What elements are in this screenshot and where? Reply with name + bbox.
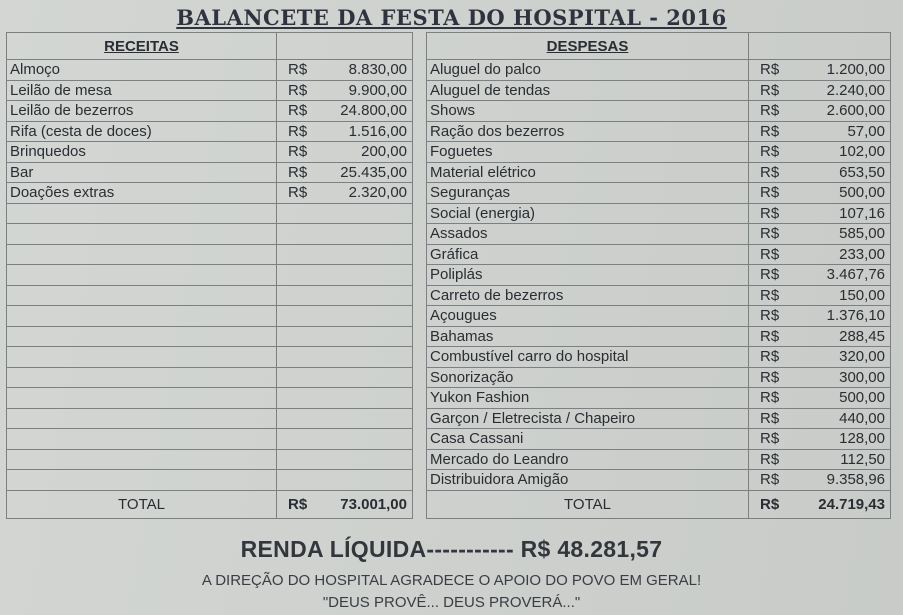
row-amount [277,244,413,265]
table-row [7,470,413,491]
currency-symbol: R$ [288,81,308,99]
row-label [7,470,277,491]
row-amount [277,121,413,142]
currency-symbol: R$ [760,389,780,407]
money-cell [280,495,409,514]
row-label: Yukon Fashion [427,388,749,409]
amount-value: 440,00 [839,409,885,427]
money-cell [752,265,887,284]
amount-value: 3.467,76 [826,266,885,284]
row-label [7,203,277,224]
row-label [7,265,277,286]
table-row [427,388,891,409]
money-cell [752,347,887,366]
money-cell [280,183,409,202]
row-label: Casa Cassani [427,429,749,450]
table-row [427,162,891,183]
row-amount [749,121,891,142]
despesas-total-amount [749,490,891,518]
row-label: Poliplás [427,265,749,286]
currency-symbol: R$ [288,61,308,79]
currency-symbol: R$ [760,327,780,345]
row-label: Social (energia) [427,203,749,224]
amount-value: 9.358,96 [826,471,885,489]
money-cell [752,306,887,325]
row-label: Aluguel do palco [427,60,749,81]
amount-value: 112,50 [840,450,885,468]
table-row [427,224,891,245]
amount-value: 9.900,00 [348,81,407,99]
row-amount [749,388,891,409]
amount-value: 24.800,00 [340,102,407,120]
table-row [7,162,413,183]
row-amount [749,142,891,163]
row-amount [749,347,891,368]
amount-value: 2.240,00 [826,81,885,99]
row-amount [277,449,413,470]
row-amount [749,265,891,286]
row-amount [749,449,891,470]
row-amount [749,367,891,388]
row-label: Gráfica [427,244,749,265]
currency-symbol: R$ [760,122,780,140]
row-amount [277,388,413,409]
row-label: Bar [7,162,277,183]
row-amount [277,306,413,327]
currency-symbol: R$ [760,266,780,284]
currency-symbol: R$ [760,430,780,448]
document-title [0,5,903,30]
row-amount [749,60,891,81]
money-cell [752,470,887,489]
row-amount [277,470,413,491]
money-cell [280,142,409,161]
currency-symbol: R$ [760,450,780,468]
table-row [427,367,891,388]
despesas-total-label: TOTAL [427,490,749,518]
row-amount [277,285,413,306]
table-row [427,142,891,163]
table-row [427,306,891,327]
currency-symbol: R$ [760,102,780,120]
title-text: BALANCETE DA FESTA DO HOSPITAL - 2016 [176,5,727,30]
currency-symbol: R$ [760,225,780,243]
row-amount [749,306,891,327]
amount-value: 500,00 [839,184,885,202]
row-label: Material elétrico [427,162,749,183]
currency-symbol: R$ [288,184,308,202]
table-row [427,121,891,142]
currency-symbol: R$ [760,495,780,513]
despesas-total-row [427,490,891,518]
money-cell [752,245,887,264]
row-amount [749,183,891,204]
row-label: Shows [427,101,749,122]
table-row [7,306,413,327]
row-amount [277,429,413,450]
table-row [7,347,413,368]
table-row [7,408,413,429]
money-cell [752,429,887,448]
row-label [7,367,277,388]
table-row [427,203,891,224]
currency-symbol: R$ [760,471,780,489]
table-row [7,244,413,265]
table-row [427,183,891,204]
receitas-total-label: TOTAL [7,490,277,518]
table-row [7,121,413,142]
row-amount [277,367,413,388]
row-amount [749,244,891,265]
table-row [427,265,891,286]
money-cell [752,286,887,305]
row-amount [749,429,891,450]
table-row [7,203,413,224]
row-amount [749,224,891,245]
currency-symbol: R$ [760,143,780,161]
amount-value: 200,00 [361,143,407,161]
receitas-header-blank [277,33,413,60]
currency-symbol: R$ [760,245,780,263]
money-cell [752,183,887,202]
receitas-table [6,32,413,519]
money-cell [752,60,887,79]
currency-symbol: R$ [760,61,780,79]
table-row [427,429,891,450]
money-cell [280,60,409,79]
amount-value: 2.600,00 [826,102,885,120]
row-label: Mercado do Leandro [427,449,749,470]
currency-symbol: R$ [760,163,780,181]
row-label: Seguranças [427,183,749,204]
table-row [427,285,891,306]
money-cell [280,81,409,100]
renda-liquida: RENDA LÍQUIDA----------- R$ 48.281,57 [240,536,663,562]
currency-symbol: R$ [760,184,780,202]
money-cell [752,327,887,346]
table-row [7,285,413,306]
row-label: Rifa (cesta de doces) [7,121,277,142]
row-label: Carreto de bezerros [427,285,749,306]
amount-value: 8.830,00 [348,61,407,79]
currency-symbol: R$ [288,163,308,181]
table-row [7,265,413,286]
amount-value: 107,16 [839,204,885,222]
despesas-header: DESPESAS [427,33,749,60]
table-row [427,80,891,101]
row-amount [277,60,413,81]
row-amount [277,347,413,368]
table-row [7,367,413,388]
row-amount [277,326,413,347]
money-cell [752,163,887,182]
money-cell [752,388,887,407]
row-label [7,244,277,265]
row-label: Leilão de mesa [7,80,277,101]
amount-value: 57,00 [847,122,885,140]
row-amount [277,142,413,163]
row-label [7,449,277,470]
amount-value: 300,00 [839,368,885,386]
currency-symbol: R$ [288,122,308,140]
receitas-total-row [7,490,413,518]
money-cell [752,101,887,120]
row-amount [749,285,891,306]
table-row [7,326,413,347]
despesas-header-row [427,33,891,60]
row-amount [749,326,891,347]
table-row [427,244,891,265]
amount-value: 1.376,10 [826,307,885,325]
row-amount [749,80,891,101]
money-cell [752,122,887,141]
row-amount [749,203,891,224]
row-amount [277,101,413,122]
row-label: Açougues [427,306,749,327]
money-cell [752,81,887,100]
amount-value: 233,00 [839,245,885,263]
currency-symbol: R$ [760,409,780,427]
row-label: Doações extras [7,183,277,204]
row-amount [277,224,413,245]
receitas-header-row [7,33,413,60]
table-row [7,142,413,163]
table-row [7,183,413,204]
row-label: Aluguel de tendas [427,80,749,101]
money-cell [752,368,887,387]
amount-value: 2.320,00 [348,184,407,202]
row-label: Assados [427,224,749,245]
amount-value: 288,45 [839,327,885,345]
row-amount [749,408,891,429]
money-cell [752,495,887,514]
row-label [7,224,277,245]
row-amount [749,101,891,122]
table-row [427,408,891,429]
row-amount [277,408,413,429]
table-row [427,449,891,470]
receitas-header: RECEITAS [7,33,277,60]
row-label: Bahamas [427,326,749,347]
table-row [7,60,413,81]
currency-symbol: R$ [760,81,780,99]
table-row [427,60,891,81]
amount-value: 150,00 [839,286,885,304]
amount-value: 585,00 [839,225,885,243]
row-label: Foguetes [427,142,749,163]
table-row [7,388,413,409]
money-cell [752,224,887,243]
row-label: Leilão de bezerros [7,101,277,122]
amount-value: 653,50 [839,163,885,181]
table-row [7,449,413,470]
motto: "DEUS PROVÊ... DEUS PROVERÁ..." [322,594,581,611]
money-cell [280,163,409,182]
money-cell [280,101,409,120]
currency-symbol: R$ [760,307,780,325]
amount-value: 320,00 [839,348,885,366]
row-amount [749,162,891,183]
currency-symbol: R$ [760,286,780,304]
row-label: Almoço [7,60,277,81]
money-cell [752,450,887,469]
row-label [7,306,277,327]
row-amount [277,183,413,204]
money-cell [280,122,409,141]
row-label: Ração dos bezerros [427,121,749,142]
table-row [427,347,891,368]
amount-value: 102,00 [839,143,885,161]
amount-value: 500,00 [839,389,885,407]
row-label: Combustível carro do hospital [427,347,749,368]
row-amount [277,265,413,286]
table-row [7,80,413,101]
money-cell [752,204,887,223]
despesas-header-blank [749,33,891,60]
receitas-total-value: 73.001,00 [340,495,407,513]
row-label: Sonorização [427,367,749,388]
amount-value: 25.435,00 [340,163,407,181]
thanks-message: A DIREÇÃO DO HOSPITAL AGRADECE O APOIO DO POVO EM GERAL! [201,572,702,589]
row-label [7,326,277,347]
row-label [7,408,277,429]
currency-symbol: R$ [760,348,780,366]
currency-symbol: R$ [760,204,780,222]
row-amount [749,470,891,491]
money-cell [752,142,887,161]
table-row [7,101,413,122]
table-row [427,326,891,347]
currency-symbol: R$ [288,495,308,513]
amount-value: 1.516,00 [348,122,407,140]
row-label: Brinquedos [7,142,277,163]
amount-value: 1.200,00 [826,61,885,79]
despesas-table [426,32,891,519]
row-amount [277,162,413,183]
table-row [7,224,413,245]
table-row [7,429,413,450]
row-label [7,388,277,409]
row-label: Garçon / Eletrecista / Chapeiro [427,408,749,429]
despesas-total-value: 24.719,43 [818,495,885,513]
currency-symbol: R$ [288,143,308,161]
currency-symbol: R$ [760,368,780,386]
money-cell [752,409,887,428]
row-label [7,429,277,450]
table-row [427,101,891,122]
row-label [7,285,277,306]
currency-symbol: R$ [288,102,308,120]
row-amount [277,80,413,101]
receitas-total-amount [277,490,413,518]
row-amount [277,203,413,224]
table-row [427,470,891,491]
row-label: Distribuidora Amigão [427,470,749,491]
row-label [7,347,277,368]
amount-value: 128,00 [839,430,885,448]
